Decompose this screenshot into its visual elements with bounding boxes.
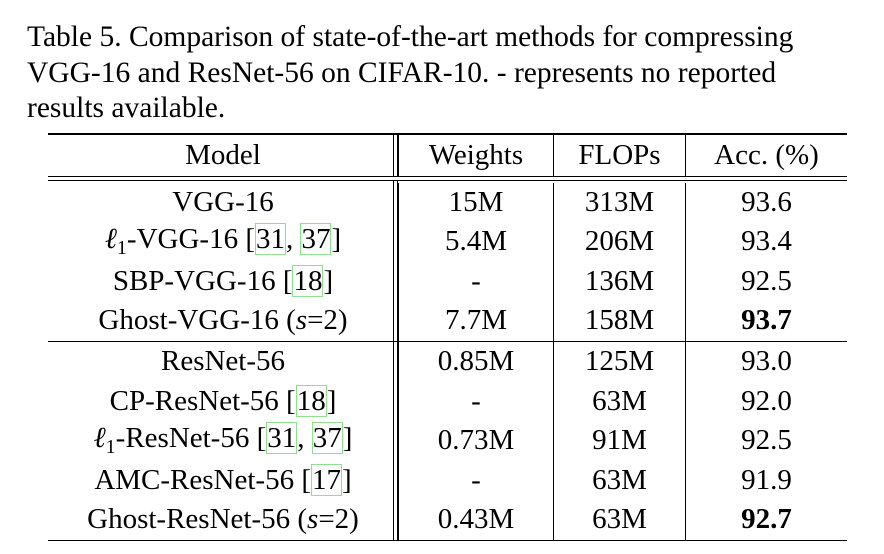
model-cell: VGG-16 <box>172 185 274 218</box>
accuracy-cell: 92.7 <box>685 500 847 540</box>
table-row <box>48 183 847 223</box>
flops-cell: 158M <box>553 301 685 341</box>
flops-cell: 63M <box>553 461 685 501</box>
citation-link[interactable]: 37 <box>312 422 342 455</box>
table-row <box>48 342 847 382</box>
table-body <box>48 181 847 540</box>
row-group <box>48 181 847 341</box>
comparison-table <box>48 133 847 541</box>
weights-cell: 0.43M <box>398 500 553 540</box>
flops-cell: 136M <box>553 262 685 302</box>
row-group <box>48 342 847 540</box>
citation-link[interactable]: 31 <box>267 422 297 455</box>
header-flops: FLOPs <box>553 135 685 176</box>
accuracy-cell: 92.5 <box>685 262 847 302</box>
flops-cell: 313M <box>553 183 685 223</box>
accuracy-cell: 93.4 <box>685 222 847 262</box>
table-row <box>48 382 847 422</box>
model-cell: Ghost-ResNet-56 (s=2) <box>87 503 359 536</box>
citation-link[interactable]: 18 <box>296 384 326 417</box>
citation-link[interactable]: 31 <box>255 223 285 256</box>
header-accuracy: Acc. (%) <box>685 135 847 176</box>
table-row <box>48 421 847 461</box>
bottom-rule <box>48 540 847 542</box>
header-weights: Weights <box>398 135 553 176</box>
weights-cell: - <box>398 461 553 501</box>
weights-cell: 15M <box>398 183 553 223</box>
flops-cell: 91M <box>553 421 685 461</box>
weights-cell: 7.7M <box>398 301 553 341</box>
weights-cell: 0.85M <box>398 342 553 382</box>
header-group <box>48 135 847 176</box>
flops-cell: 206M <box>553 222 685 262</box>
weights-cell: 5.4M <box>398 222 553 262</box>
model-cell: SBP-VGG-16 [18] <box>112 264 334 297</box>
accuracy-cell: 93.6 <box>685 183 847 223</box>
model-cell: CP-ResNet-56 [18] <box>109 384 337 417</box>
table-row <box>48 461 847 501</box>
accuracy-cell: 93.0 <box>685 342 847 382</box>
citation-link[interactable]: 17 <box>312 463 341 496</box>
model-cell: Ghost-VGG-16 (s=2) <box>98 304 348 337</box>
accuracy-cell: 93.7 <box>685 301 847 341</box>
model-cell: ℓ$_1$-ResNet-56 [31, 37] <box>93 422 353 459</box>
model-cell: ResNet-56 <box>160 345 286 378</box>
header-model: Model <box>185 138 261 171</box>
accuracy-cell: 92.5 <box>685 421 847 461</box>
table-row <box>48 222 847 262</box>
table-row <box>48 500 847 540</box>
citation-link[interactable]: 37 <box>301 223 331 256</box>
header-row <box>48 135 847 176</box>
weights-cell: - <box>398 382 553 422</box>
flops-cell: 63M <box>553 500 685 540</box>
weights-cell: 0.73M <box>398 421 553 461</box>
table-row <box>48 301 847 341</box>
accuracy-cell: 91.9 <box>685 461 847 501</box>
model-cell: AMC-ResNet-56 [17] <box>94 463 352 496</box>
weights-cell: - <box>398 262 553 302</box>
model-cell: ℓ$_1$-VGG-16 [31, 37] <box>104 223 342 260</box>
table-caption: Table 5. Comparison of state-of-the-art methods for compressing VGG-16 and ResNet-56 on CIFAR-10. - represents no reported results available. <box>27 21 794 124</box>
flops-cell: 63M <box>553 382 685 422</box>
table-row <box>48 262 847 302</box>
accuracy-cell: 92.0 <box>685 382 847 422</box>
citation-link[interactable]: 18 <box>293 264 323 297</box>
flops-cell: 125M <box>553 342 685 382</box>
